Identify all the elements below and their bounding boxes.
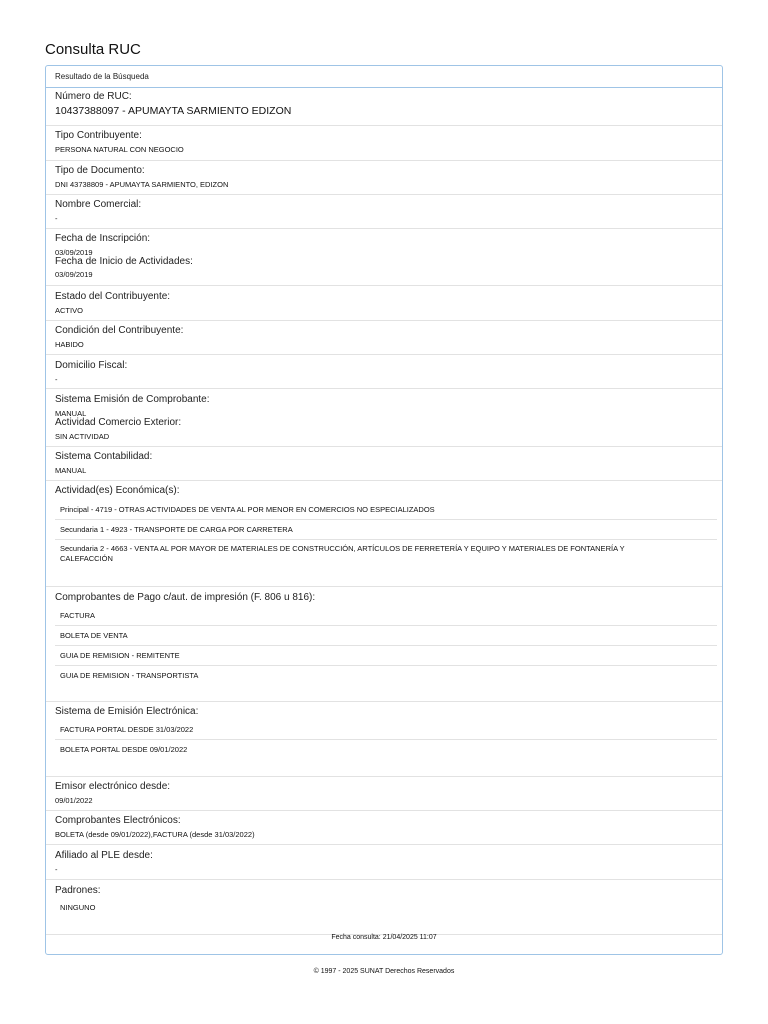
comprobante-item: BOLETA DE VENTA: [55, 626, 717, 646]
sistema-electronico-item: BOLETA PORTAL DESDE 09/01/2022: [60, 745, 188, 754]
sistema-electronico-label: Sistema de Emisión Electrónica:: [55, 706, 199, 717]
section-tipo-contribuyente: [46, 126, 722, 161]
actividad-item: Secundaria 2 - 4663 - VENTA AL POR MAYOR DE MATERIALES DE CONSTRUCCIÓN, ARTÍCULOS DE FERRETERÍA Y EQUIPO Y MATERIALES DE FONTANERÍA Y: [60, 544, 625, 553]
ruc-value: 10437388097 - APUMAYTA SARMIENTO EDIZON: [55, 105, 292, 117]
domicilio-label: Domicilio Fiscal:: [55, 360, 128, 371]
actividad-exterior-value: SIN ACTIVIDAD: [55, 432, 110, 441]
section-padrones: [46, 880, 722, 935]
section-sistema-emision: [46, 389, 722, 447]
comprobantes-electronicos-label: Comprobantes Electrónicos:: [55, 815, 181, 826]
sistema-contabilidad-label: Sistema Contabilidad:: [55, 451, 153, 462]
estado-value: ACTIVO: [55, 306, 83, 315]
fecha-inicio-label: Fecha de Inicio de Actividades:: [55, 256, 193, 267]
nombre-comercial-value: -: [55, 214, 58, 223]
fecha-inscripcion-value: 03/09/2019: [55, 248, 93, 257]
section-actividades: [46, 481, 722, 587]
actividad-item: Principal - 4719 - OTRAS ACTIVIDADES DE VENTA AL POR MENOR EN COMERCIOS NO ESPECIALIZADOS: [55, 500, 717, 520]
tipo-contribuyente-value: PERSONA NATURAL CON NEGOCIO: [55, 145, 184, 154]
section-fechas: [46, 229, 722, 286]
tipo-contribuyente-label: Tipo Contribuyente:: [55, 130, 142, 141]
comprobantes-electronicos-value: BOLETA (desde 09/01/2022),FACTURA (desde 31/03/2022): [55, 830, 255, 839]
copyright: © 1997 - 2025 SUNAT Derechos Reservados: [313, 968, 455, 975]
result-panel: [45, 65, 723, 955]
nombre-comercial-label: Nombre Comercial:: [55, 199, 142, 210]
fecha-consulta: Fecha consulta: 21/04/2025 11:07: [331, 934, 437, 941]
domicilio-value: -: [55, 375, 58, 384]
fecha-inicio-value: 03/09/2019: [55, 270, 93, 279]
sistema-electronico-item: FACTURA PORTAL DESDE 31/03/2022: [55, 720, 717, 740]
section-emisor-desde: [46, 777, 722, 811]
section-nombre-comercial: [46, 195, 722, 229]
sistema-emision-value: MANUAL: [55, 409, 87, 418]
section-sistema-electronico: [46, 702, 722, 777]
padron-item: NINGUNO: [60, 903, 96, 912]
panel-heading: Resultado de la Búsqueda: [46, 66, 722, 88]
sistema-contabilidad-value: MANUAL: [55, 466, 87, 475]
emisor-desde-value: 09/01/2022: [55, 796, 93, 805]
tipo-documento-value: DNI 43738809 - APUMAYTA SARMIENTO, EDIZON: [55, 180, 229, 189]
actividades-label: Actividad(es) Económica(s):: [55, 485, 180, 496]
section-ruc: [46, 88, 722, 126]
actividad-item: Secundaria 1 - 4923 - TRANSPORTE DE CARGA POR CARRETERA: [55, 520, 717, 540]
fecha-inscripcion-label: Fecha de Inscripción:: [55, 233, 151, 244]
padrones-label: Padrones:: [55, 885, 101, 896]
actividad-exterior-label: Actividad Comercio Exterior:: [55, 417, 182, 428]
section-comprobantes-electronicos: [46, 811, 722, 845]
afiliado-ple-label: Afiliado al PLE desde:: [55, 850, 153, 861]
ruc-label: Número de RUC:: [55, 91, 132, 102]
comprobantes-pago-label: Comprobantes de Pago c/aut. de impresión (F. 806 u 816):: [55, 592, 316, 603]
section-domicilio: [46, 355, 722, 389]
tipo-documento-label: Tipo de Documento:: [55, 165, 145, 176]
estado-label: Estado del Contribuyente:: [55, 291, 171, 302]
afiliado-ple-value: -: [55, 865, 58, 874]
section-estado: [46, 286, 722, 321]
condicion-value: HABIDO: [55, 340, 84, 349]
comprobante-item: GUIA DE REMISION - REMITENTE: [55, 646, 717, 666]
section-condicion: [46, 321, 722, 355]
section-tipo-documento: [46, 161, 722, 195]
condicion-label: Condición del Contribuyente:: [55, 325, 184, 336]
section-sistema-contabilidad: [46, 447, 722, 481]
comprobante-item: GUIA DE REMISION - TRANSPORTISTA: [60, 671, 199, 680]
sistema-emision-label: Sistema Emisión de Comprobante:: [55, 394, 210, 405]
section-afiliado-ple: [46, 845, 722, 880]
comprobante-item: FACTURA: [55, 606, 717, 626]
actividad-item-continuation: CALEFACCIÓN: [60, 554, 113, 563]
section-comprobantes-pago: [46, 587, 722, 702]
page-title: Consulta RUC: [45, 41, 141, 58]
emisor-desde-label: Emisor electrónico desde:: [55, 781, 171, 792]
